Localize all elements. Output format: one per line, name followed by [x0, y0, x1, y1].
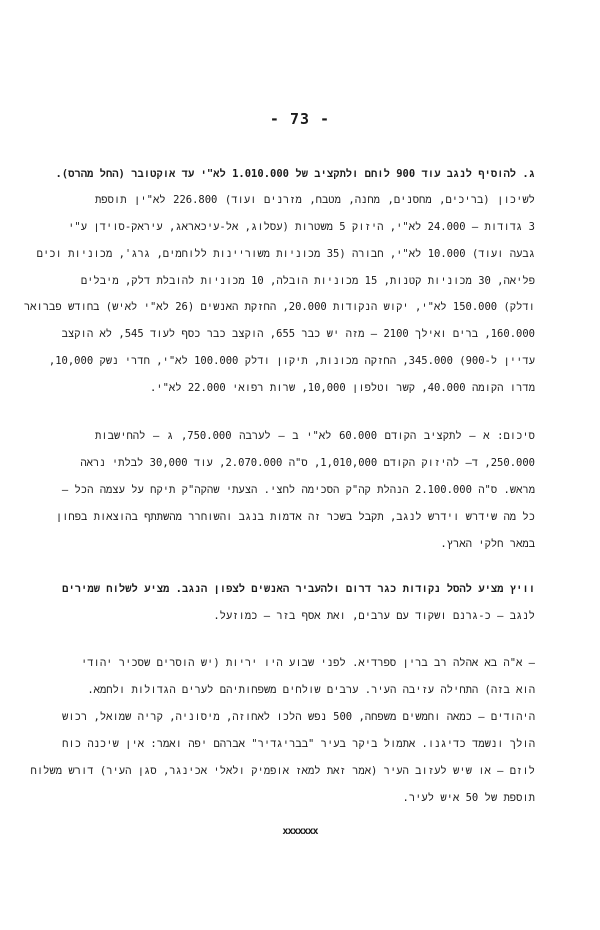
- text-line: סיכום: א – לתקציב הקודם 60.000 לא"י ב – לערבה 750.000, ג – להחישבות: [95, 430, 535, 442]
- text-line: לנגב – כ-גרנם ושקוד עם ערבים, ואת אסף בזר – כמוזעל.: [213, 610, 535, 622]
- text-line: גבעה ועוד) 10.000 לא"י, חבורה (35 מכוניות משוריינות ללוחמים, גרג', מכוניות וכים: [36, 248, 535, 260]
- text-line: היהודים – כמאה וחמשים משפחה, 500 נפש הלכו לאחוזה, מיסוניה, קריה שמואל, רכוש: [62, 711, 535, 723]
- text-line: כל מה שידרש וידרש לנגב, תקבל בשכר זה אדמות בנגב והשוחרר מהשתתף בהוצאות בפחון: [55, 511, 535, 523]
- text-line: וויץ מציע להסל נקודות כגר דרום ולהעביר האנשים לצפון הנגב. מציע לשלוח שמירים: [62, 583, 535, 595]
- text-line: מראש. ס"ה 2.100.000 הנהלת קה"ק הסכימה לחצי. הצעתי שהקה"ק תיקח על עצמה הכל –: [61, 484, 535, 496]
- text-line: 250.000, ד– להיזוק הקודם 1,010,000, ס"ה 2.070.000, עוד 30,000 לבלתי נראה: [80, 457, 535, 469]
- text-line: לשיכון (בריכים, מחסנים, מחנה, מטבח, מזרנים ועוד) 226.800 לא"ין תוספת: [95, 194, 535, 206]
- page-number: - 73 -: [269, 110, 331, 128]
- text-line: – א"ה בא אהלה רב ברין ספרדיא. לפני שבוע היו יריות (יש הוסרים שסכיר יהודי: [80, 657, 535, 669]
- text-line: 3 גדודות – 24.000 לא"י, היזוק 5 משטרות (עסלוג, אל-עיכאראג, עיראק-סוידן ע"י: [68, 221, 535, 233]
- text-line: 160.000, ברים ואילך 2100 – מזה יש כבר 655, הוקצב כבר כסף לעוד 545, לא הוקצב: [61, 328, 535, 340]
- text-line: לוזם – או שיש לעזוב העיר (אמר זאת למאז אופמיק ולאלי אכינגר, סגן העיר) דורש משלוח: [30, 765, 535, 777]
- text-line: פליאה, 30 מכוניות קטנות, 15 מכוניות הובלה, 10 מכוניות להובלת דלק, מיבלים: [80, 275, 535, 287]
- text-line: תוספת של 50 איש לעיר.: [402, 792, 535, 804]
- text-line: מדרו הקומה 40.000, קשר וטלפון 10,000, שרות רפואי 22.000 לא"י.: [149, 382, 535, 394]
- end-mark: xxxxxxx: [282, 826, 318, 837]
- text-line: עדיין ל-900) 345.000, החזקה מכונות, תיקון ודלק 100.000 לא"י, חדרי נשק 10,000,: [48, 355, 535, 367]
- text-line: הוא בזה) התחילה עזיבה העיר. ערבים שולחים משפחותיהם לערים הגדולות ולחמא.: [87, 684, 535, 696]
- text-line: ודלק) 150.000 לא"י, יקוש הנקודות 20.000, החזקת האנשים (26 לא"י לאיש) בחודש פברואר: [23, 301, 535, 313]
- text-line: במאר חלקי הארץ.: [440, 538, 535, 550]
- text-line: ג. להוסיף לנגב עוד 900 לוחם ולתקציב של 1.010.000 לא"י עד אוקטובר (החל מהרס).: [55, 168, 535, 180]
- text-line: הולך ונשמד כדיגנו. אתמול ביקר בעיר "בבריגדיר" אברהם יפה ואמר: אין שיכנה כוח: [62, 738, 535, 750]
